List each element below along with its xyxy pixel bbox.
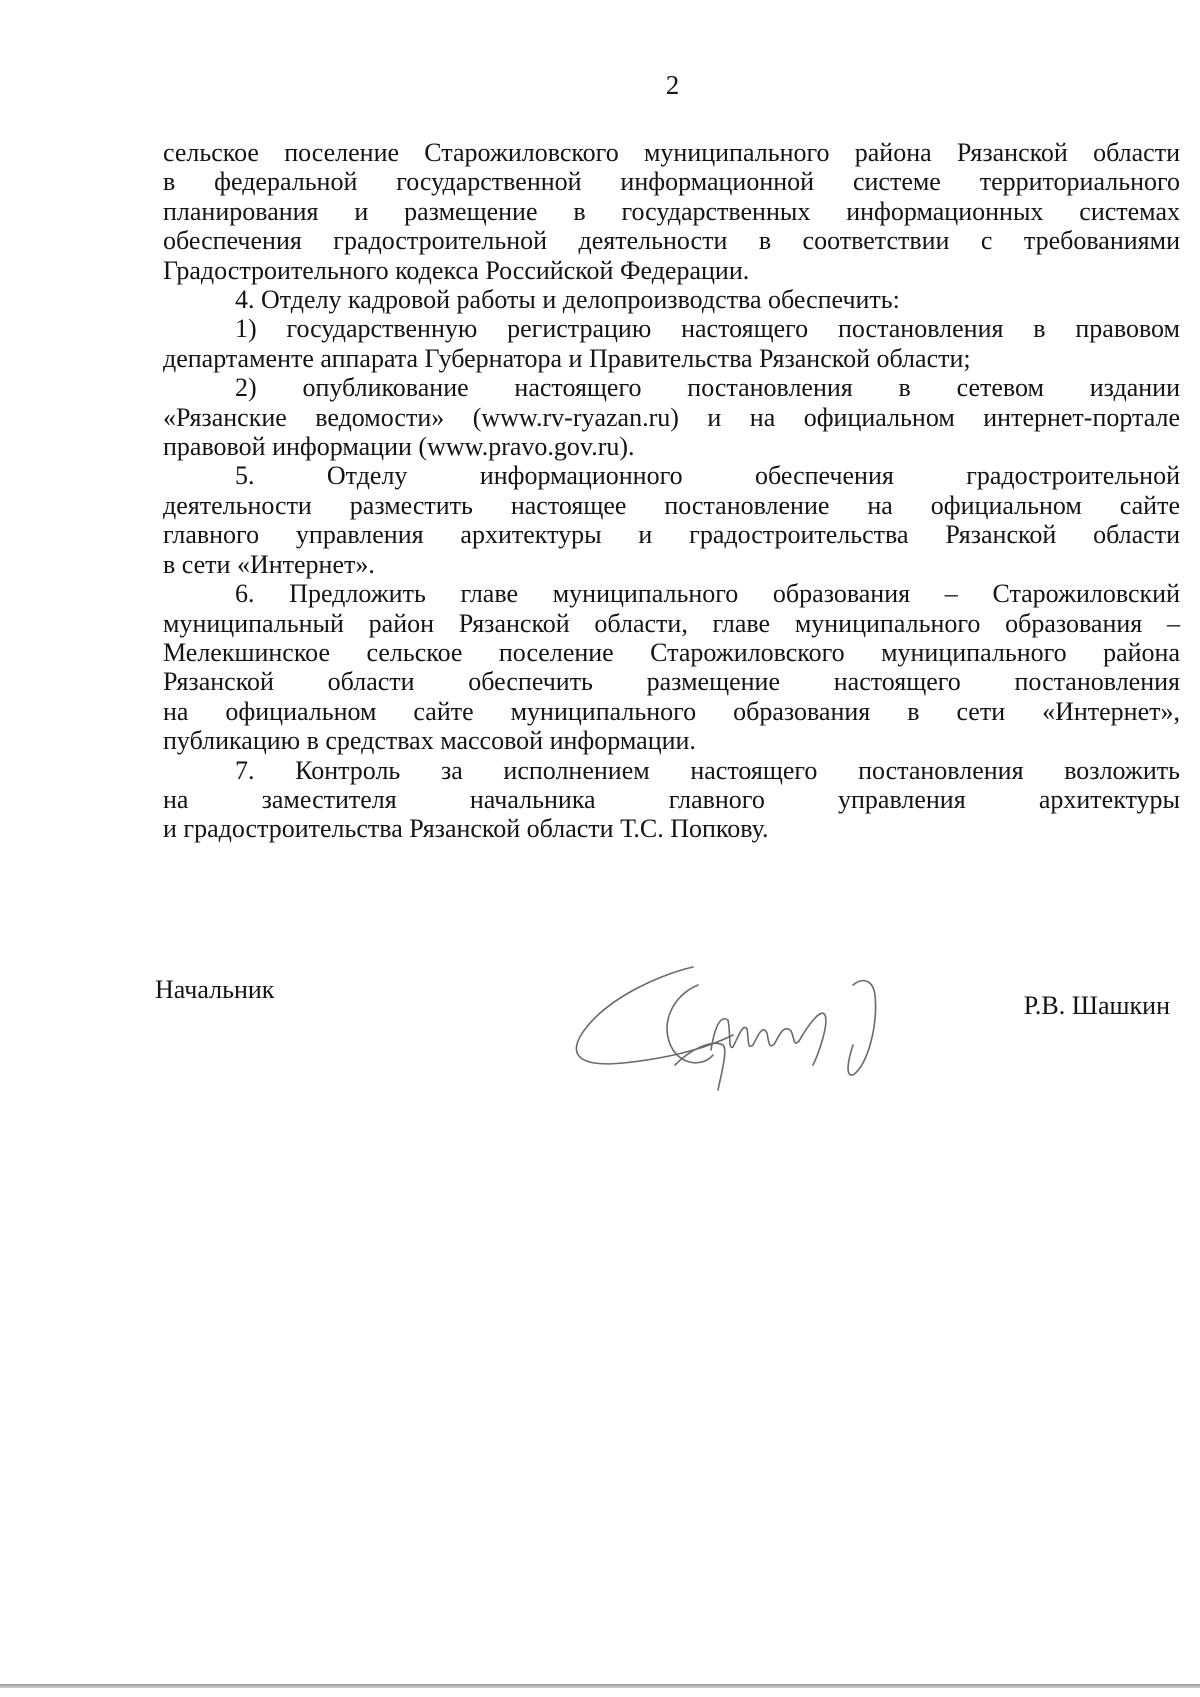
text-line: деятельности разместить настоящее постановление на официальном сайте: [163, 490, 1180, 520]
signatory-name: Р.В. Шашкин: [1023, 991, 1170, 1020]
text-line: в федеральной государственной информационной системе территориального: [163, 167, 1180, 197]
text-line: сельское поселение Старожиловского муниципального района Рязанской области: [163, 138, 1180, 167]
text-line: главного управления архитектуры и градостроительства Рязанской области: [163, 520, 1180, 550]
list-item-6: 6. Предложить главе муниципального образования – Старожиловский: [235, 579, 1180, 609]
text-line: «Рязанские ведомости» (www.rv-ryazan.ru) и на официальном интернет-портале: [163, 402, 1180, 432]
text-line: Градостроительного кодекса Российской Федерации.: [163, 255, 750, 285]
handwritten-signature-icon: [563, 955, 923, 1095]
signatory-position: Начальник: [155, 975, 275, 1004]
scan-edge-line: [0, 1684, 1200, 1688]
sub-item-1: 1) государственную регистрацию настоящего постановления в правовом: [235, 314, 1180, 344]
text-line: на официальном сайте муниципального образования в сети «Интернет»,: [163, 696, 1180, 726]
text-line: Мелекшинское сельское поселение Старожиловского муниципального района: [163, 637, 1180, 667]
text-line: муниципальный район Рязанской области, главе муниципального образования –: [163, 608, 1180, 638]
text-line: планирования и размещение в государственных информационных системах: [163, 196, 1180, 226]
page-number: 2: [665, 70, 680, 100]
list-item-7: 7. Контроль за исполнением настоящего постановления возложить: [235, 755, 1180, 785]
signature-block: [155, 975, 1170, 1095]
text-line: Рязанской области обеспечить размещение настоящего постановления: [163, 667, 1180, 697]
text-line: на заместителя начальника главного управления архитектуры: [163, 784, 1180, 814]
sub-item-2: 2) опубликование настоящего постановления в сетевом издании: [235, 373, 1180, 403]
text-line: публикацию в средствах массовой информации.: [163, 726, 696, 756]
document-body: [163, 138, 1180, 844]
text-line: и градостроительства Рязанской области Т.С. Попкову.: [163, 814, 769, 844]
text-line: правовой информации (www.pravo.gov.ru).: [163, 432, 635, 462]
text-line: в сети «Интернет».: [163, 549, 375, 579]
list-item-5: 5. Отделу информационного обеспечения градостроительной: [235, 461, 1180, 491]
text-line: обеспечения градостроительной деятельности в соответствии с требованиями: [163, 226, 1180, 256]
list-item-4: 4. Отделу кадровой работы и делопроизводства обеспечить:: [235, 285, 900, 315]
text-line: департаменте аппарата Губернатора и Правительства Рязанской области;: [163, 343, 971, 373]
